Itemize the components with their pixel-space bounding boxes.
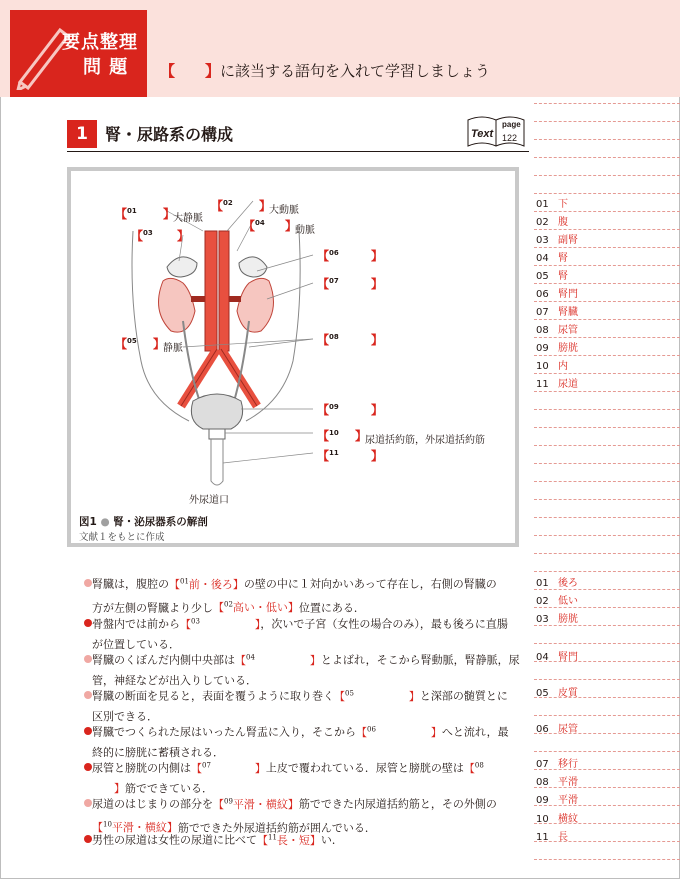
figure-blank-02: 【$^{02}$ — [211, 199, 233, 213]
figure-blank-04-close: 】 — [285, 219, 298, 233]
answer-bottom-10: 10 横紋 — [536, 814, 578, 825]
figure-box — [67, 167, 519, 547]
textpage-label: Text — [471, 128, 494, 140]
answer-bottom-01: 01 後ろ — [536, 578, 578, 589]
bullet-7 — [84, 799, 92, 807]
bullet-4 — [84, 691, 92, 699]
answer-top-04: 04 腎 — [536, 253, 568, 264]
figure-blank-07-close: 】 — [371, 277, 384, 291]
section-title: 腎・尿路系の構成 — [105, 125, 234, 144]
figure-blank-04: 【$^{04}$ — [243, 219, 265, 233]
textpage-word: page — [502, 120, 521, 129]
figure-blank-06: 【$^{06}$ — [317, 249, 339, 263]
answer-top-05: 05 腎 — [536, 271, 568, 282]
answer-top-09: 09 膀胱 — [536, 343, 578, 354]
instruction-text: に該当する語句を入れて学習しましょう — [220, 62, 491, 80]
body-item-6: 尿管と膀胱の内側は【$^{07}$ 】上皮で覆われている．尿管と膀胱の壁は【$^{08}$ 】筋でできている． — [92, 761, 484, 795]
figure-blank-07: 【$^{07}$ — [317, 277, 339, 291]
body-item-1: 腎臓は，腹腔の【$^{01}$前・後ろ】の壁の中に１対向かいあって存在し，右側の腎臓の 方が左側の腎臓より少し【$^{02}$高い・低い】位置にある． — [92, 577, 497, 615]
body-item-8: 男性の尿道は女性の尿道に比べて【$^{11}$長・短】い． — [92, 833, 343, 847]
answer-bottom-09: 09 平滑 — [536, 795, 578, 806]
bullet-6 — [84, 763, 92, 771]
answer-top-08: 08 尿管 — [536, 325, 578, 336]
figure-blank-02-close: 】 — [259, 199, 272, 213]
figure-blank-01-close: 】 — [163, 207, 176, 221]
bullet-3 — [84, 655, 92, 663]
header-title-line1: 要点整理 — [62, 32, 138, 53]
figure-blank-08-close: 】 — [371, 333, 384, 347]
textpage-book-icon — [466, 114, 526, 148]
label-vein: 静脈 — [163, 343, 183, 354]
header-title-line2: 問 題 — [83, 57, 129, 78]
answer-bottom-07: 07 移行 — [536, 759, 578, 770]
figure-blank-08: 【$^{08}$ — [317, 333, 339, 347]
body-item-7: 尿道のはじまりの部分を【$^{09}$平滑・横紋】筋でできた内尿道括約筋と，その外側の 【$^{10}$平滑・横紋】筋でできた外尿道括約筋が囲んでいる． — [92, 797, 497, 835]
label-sphincter: 尿道括約筋，外尿道括約筋 — [365, 435, 485, 446]
answer-top-06: 06 腎門 — [536, 289, 578, 300]
figure-blank-03-close: 】 — [177, 229, 190, 243]
answer-top-02: 02 腹 — [536, 217, 568, 228]
figure-blank-09: 【$^{09}$ — [317, 403, 339, 417]
section-divider — [67, 151, 529, 152]
answer-bottom-08: 08 平滑 — [536, 777, 578, 788]
figure-blank-05-close: 】 — [153, 337, 166, 351]
figure-reference: 文献１をもとに作成 — [79, 532, 165, 543]
label-external-meatus: 外尿道口 — [189, 495, 229, 506]
section-number: 1 — [67, 120, 97, 148]
answer-bottom-03: 03 膀胱 — [536, 614, 578, 625]
answer-top-07: 07 腎臓 — [536, 307, 578, 318]
figure-blank-11: 【$^{11}$ — [317, 449, 339, 463]
answer-bottom-04: 04 腎門 — [536, 652, 578, 663]
textpage-number: 122 — [502, 133, 518, 143]
header-badge — [10, 10, 147, 97]
answer-top-10: 10 内 — [536, 361, 568, 372]
body-item-4: 腎臓の断面を見ると，表面を覆うように取り巻く【$^{05}$ 】と深部の髄質とに 区別できる． — [92, 689, 508, 723]
answer-top-11: 11 尿道 — [536, 379, 578, 390]
bullet-1 — [84, 579, 92, 587]
figure-blank-06-close: 】 — [371, 249, 384, 263]
bullet-2 — [84, 619, 92, 627]
figure-blank-09-close: 】 — [371, 403, 384, 417]
answer-bottom-05: 05 皮質 — [536, 688, 578, 699]
bullet-8 — [84, 835, 92, 843]
label-vena-cava: 大静脈 — [173, 213, 203, 224]
label-aorta: 大動脈 — [269, 205, 299, 216]
answer-bottom-06: 06 尿管 — [536, 724, 578, 735]
body-item-3: 腎臓のくぼんだ内側中央部は【$^{04}$ 】とよばれ，そこから腎動脈，腎静脈，尿 管，神経などが出入りしている． — [92, 653, 520, 687]
figure-blank-01: 【$^{01}$ — [115, 207, 137, 221]
answer-bottom-02: 02 低い — [536, 596, 578, 607]
answer-top-03: 03 副腎 — [536, 235, 578, 246]
answer-bottom-11: 11 長 — [536, 832, 568, 843]
figure-blank-10-close: 】 — [355, 429, 368, 443]
body-item-5: 腎臓でつくられた尿はいったん腎盂に入り，そこから【$^{06}$ 】へと流れ，最 終的に膀胱に蓄積される． — [92, 725, 509, 759]
figure-blank-05: 【$^{05}$ — [115, 337, 137, 351]
instruction-bracket: 【 】 — [160, 62, 221, 80]
figure-blank-10: 【$^{10}$ — [317, 429, 339, 443]
header-instruction — [160, 60, 490, 81]
body-item-2: 骨盤内では前から【$^{03}$ 】，次いで子宮（女性の場合のみ），最も後ろに直腸 が位置している． — [92, 617, 508, 651]
figure-caption: 図1 ● 腎・泌尿器系の解剖 — [79, 516, 208, 528]
bullet-5 — [84, 727, 92, 735]
figure-blank-11-close: 】 — [371, 449, 384, 463]
label-artery: 動脈 — [295, 225, 315, 236]
answer-top-01: 01 下 — [536, 199, 568, 210]
figure-blank-03: 【$^{03}$ — [131, 229, 153, 243]
